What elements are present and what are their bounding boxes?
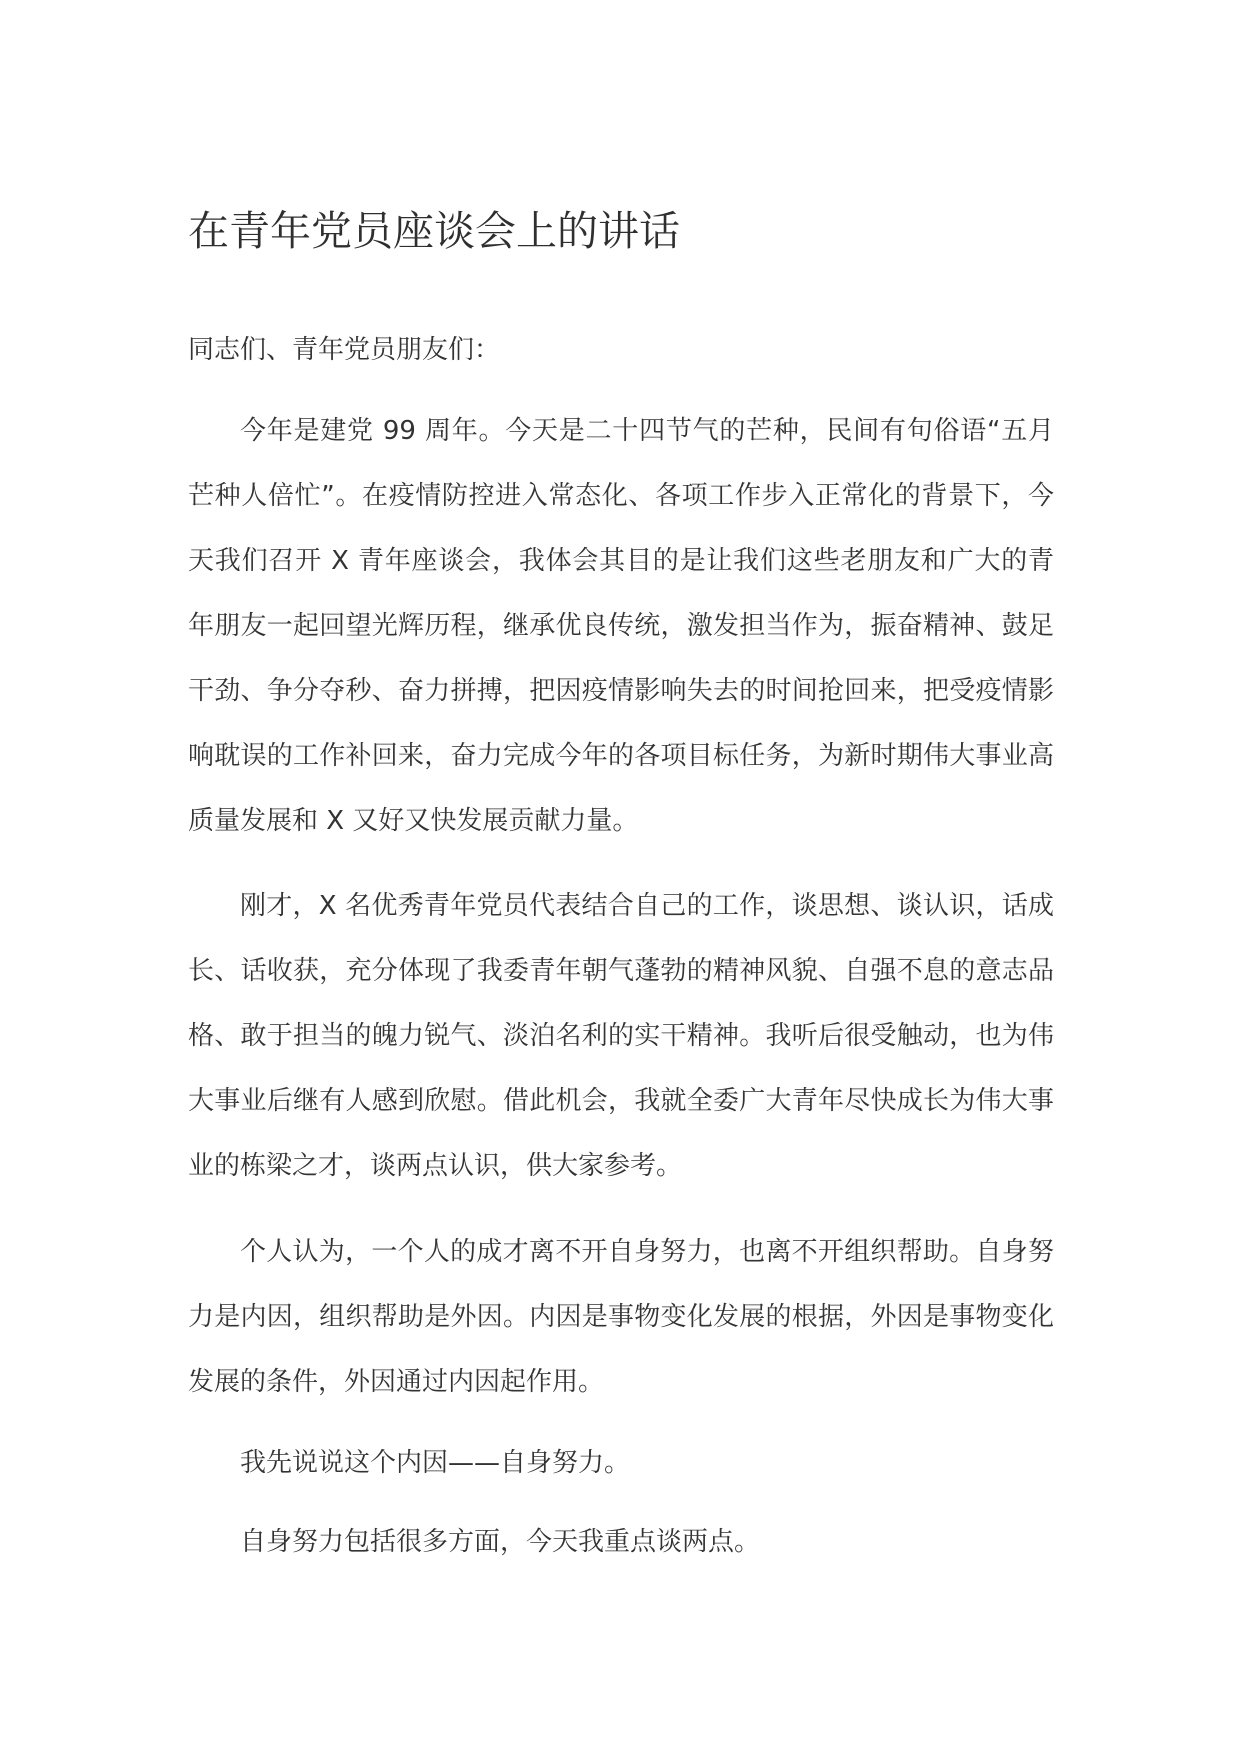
salutation: 同志们、青年党员朋友们： bbox=[188, 335, 501, 365]
paragraph-2: 刚才，X 名优秀青年党员代表结合自己的工作，谈思想、谈认识，话成长、话收获，充分体现了我委青年朝气蓬勃的精神风貌、自强不息的意志品格、敢于担当的魄力锐气、淡泊名利的实干精神。我听后很受触动，也为伟大事业后继有人感到欣慰。借此机会，我就全委广大青年尽快成长为伟大事业的栋梁之才，谈两点认识，供大家参考。 bbox=[188, 891, 1054, 1181]
paragraph-3: 个人认为，一个人的成才离不开自身努力，也离不开组织帮助。自身努力是内因，组织帮助是外因。内因是事物变化发展的根据，外因是事物变化发展的条件，外因通过内因起作用。 bbox=[188, 1237, 1054, 1397]
paragraph-5: 自身努力包括很多方面，今天我重点谈两点。 bbox=[240, 1527, 761, 1557]
paragraph-4: 我先说说这个内因——自身努力。 bbox=[240, 1448, 631, 1478]
paragraph-1: 今年是建党 99 周年。今天是二十四节气的芒种，民间有句俗语“五月芒种人倍忙”。在疫情防控进入常态化、各项工作步入正常化的背景下，今天我们召开 X 青年座谈会，我体会其目的是让我们这些老朋友和广大的青年朋友一起回望光辉历程，继承优良传统，激发担当作为，振奋精神、鼓足干劲、争分夺秒、奋力拼搏，把因疫情影响失去的时间抢回来，把受疫情影响耽误的工作补回来，奋力完成今年的各项目标任务，为新时期伟大事业高质量发展和 X 又好又快发展贡献力量。 bbox=[188, 416, 1054, 836]
document-title: 在青年党员座谈会上的讲话 bbox=[188, 207, 680, 255]
